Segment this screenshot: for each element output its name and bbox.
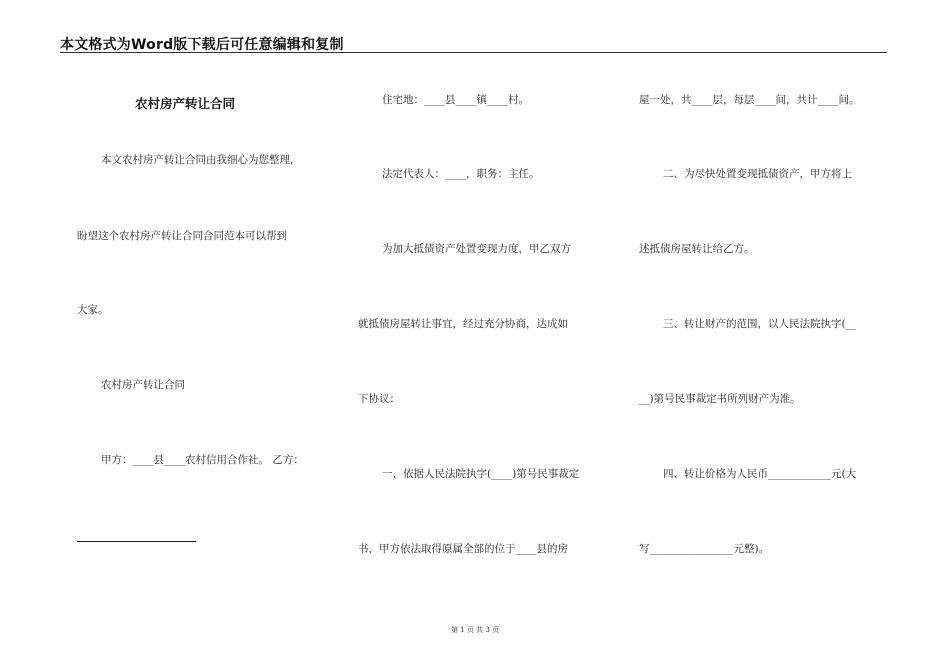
header-rule xyxy=(60,52,887,53)
col2-line-1: 住宅地：____县____镇____村。 xyxy=(382,94,529,106)
col1-line-5: 甲方：____县____农村信用合作社。 乙方： xyxy=(101,454,304,466)
col3-line-4: 三、转让财产的范围，以人民法院执字(__ xyxy=(663,318,857,330)
col3-line-1: 屋一处，共____层，每层____间，共计____间。 xyxy=(639,94,860,106)
col3-line-5: __)第号民事裁定书所列财产为准。 xyxy=(639,393,801,405)
col3-line-7: 写________________元整)。 xyxy=(639,543,770,555)
col2-line-2: 法定代表人：____，职务：主任。 xyxy=(382,168,540,180)
col1-line-2: 盼望这个农村房产转让合同合同范本可以帮到 xyxy=(77,230,287,242)
col2-line-3: 为加大抵债资产处置变现力度，甲乙双方 xyxy=(382,243,571,255)
page-footer: 第 1 页 共 3 页 xyxy=(450,626,500,634)
col1-line-4: 农村房产转让合同 xyxy=(101,379,185,391)
col3-line-3: 述抵债房屋转让给乙方。 xyxy=(639,243,755,255)
col2-line-6: 一、依据人民法院执字(____)第号民事裁定 xyxy=(382,468,580,480)
contract-title: 农村房产转让合同 xyxy=(135,96,236,111)
col2-line-5: 下协议： xyxy=(358,393,400,405)
col2-line-4: 就抵债房屋转让事宜，经过充分协商，达成如 xyxy=(358,318,568,330)
col1-line-1: 本文农村房产转让合同由我细心为您整理, xyxy=(101,154,294,166)
document-header: 本文格式为Word版下载后可任意编辑和复制 xyxy=(60,37,344,53)
col1-line-3: 大家。 xyxy=(77,304,109,316)
blank-underline xyxy=(77,541,196,542)
col3-line-6: 四、转让价格为人民币____________元(大 xyxy=(663,468,857,480)
col2-line-7: 书，甲方依法取得原属全部的位于____县的房 xyxy=(358,543,568,555)
col3-line-2: 二、为尽快处置变现抵债资产，甲方将上 xyxy=(663,168,852,180)
